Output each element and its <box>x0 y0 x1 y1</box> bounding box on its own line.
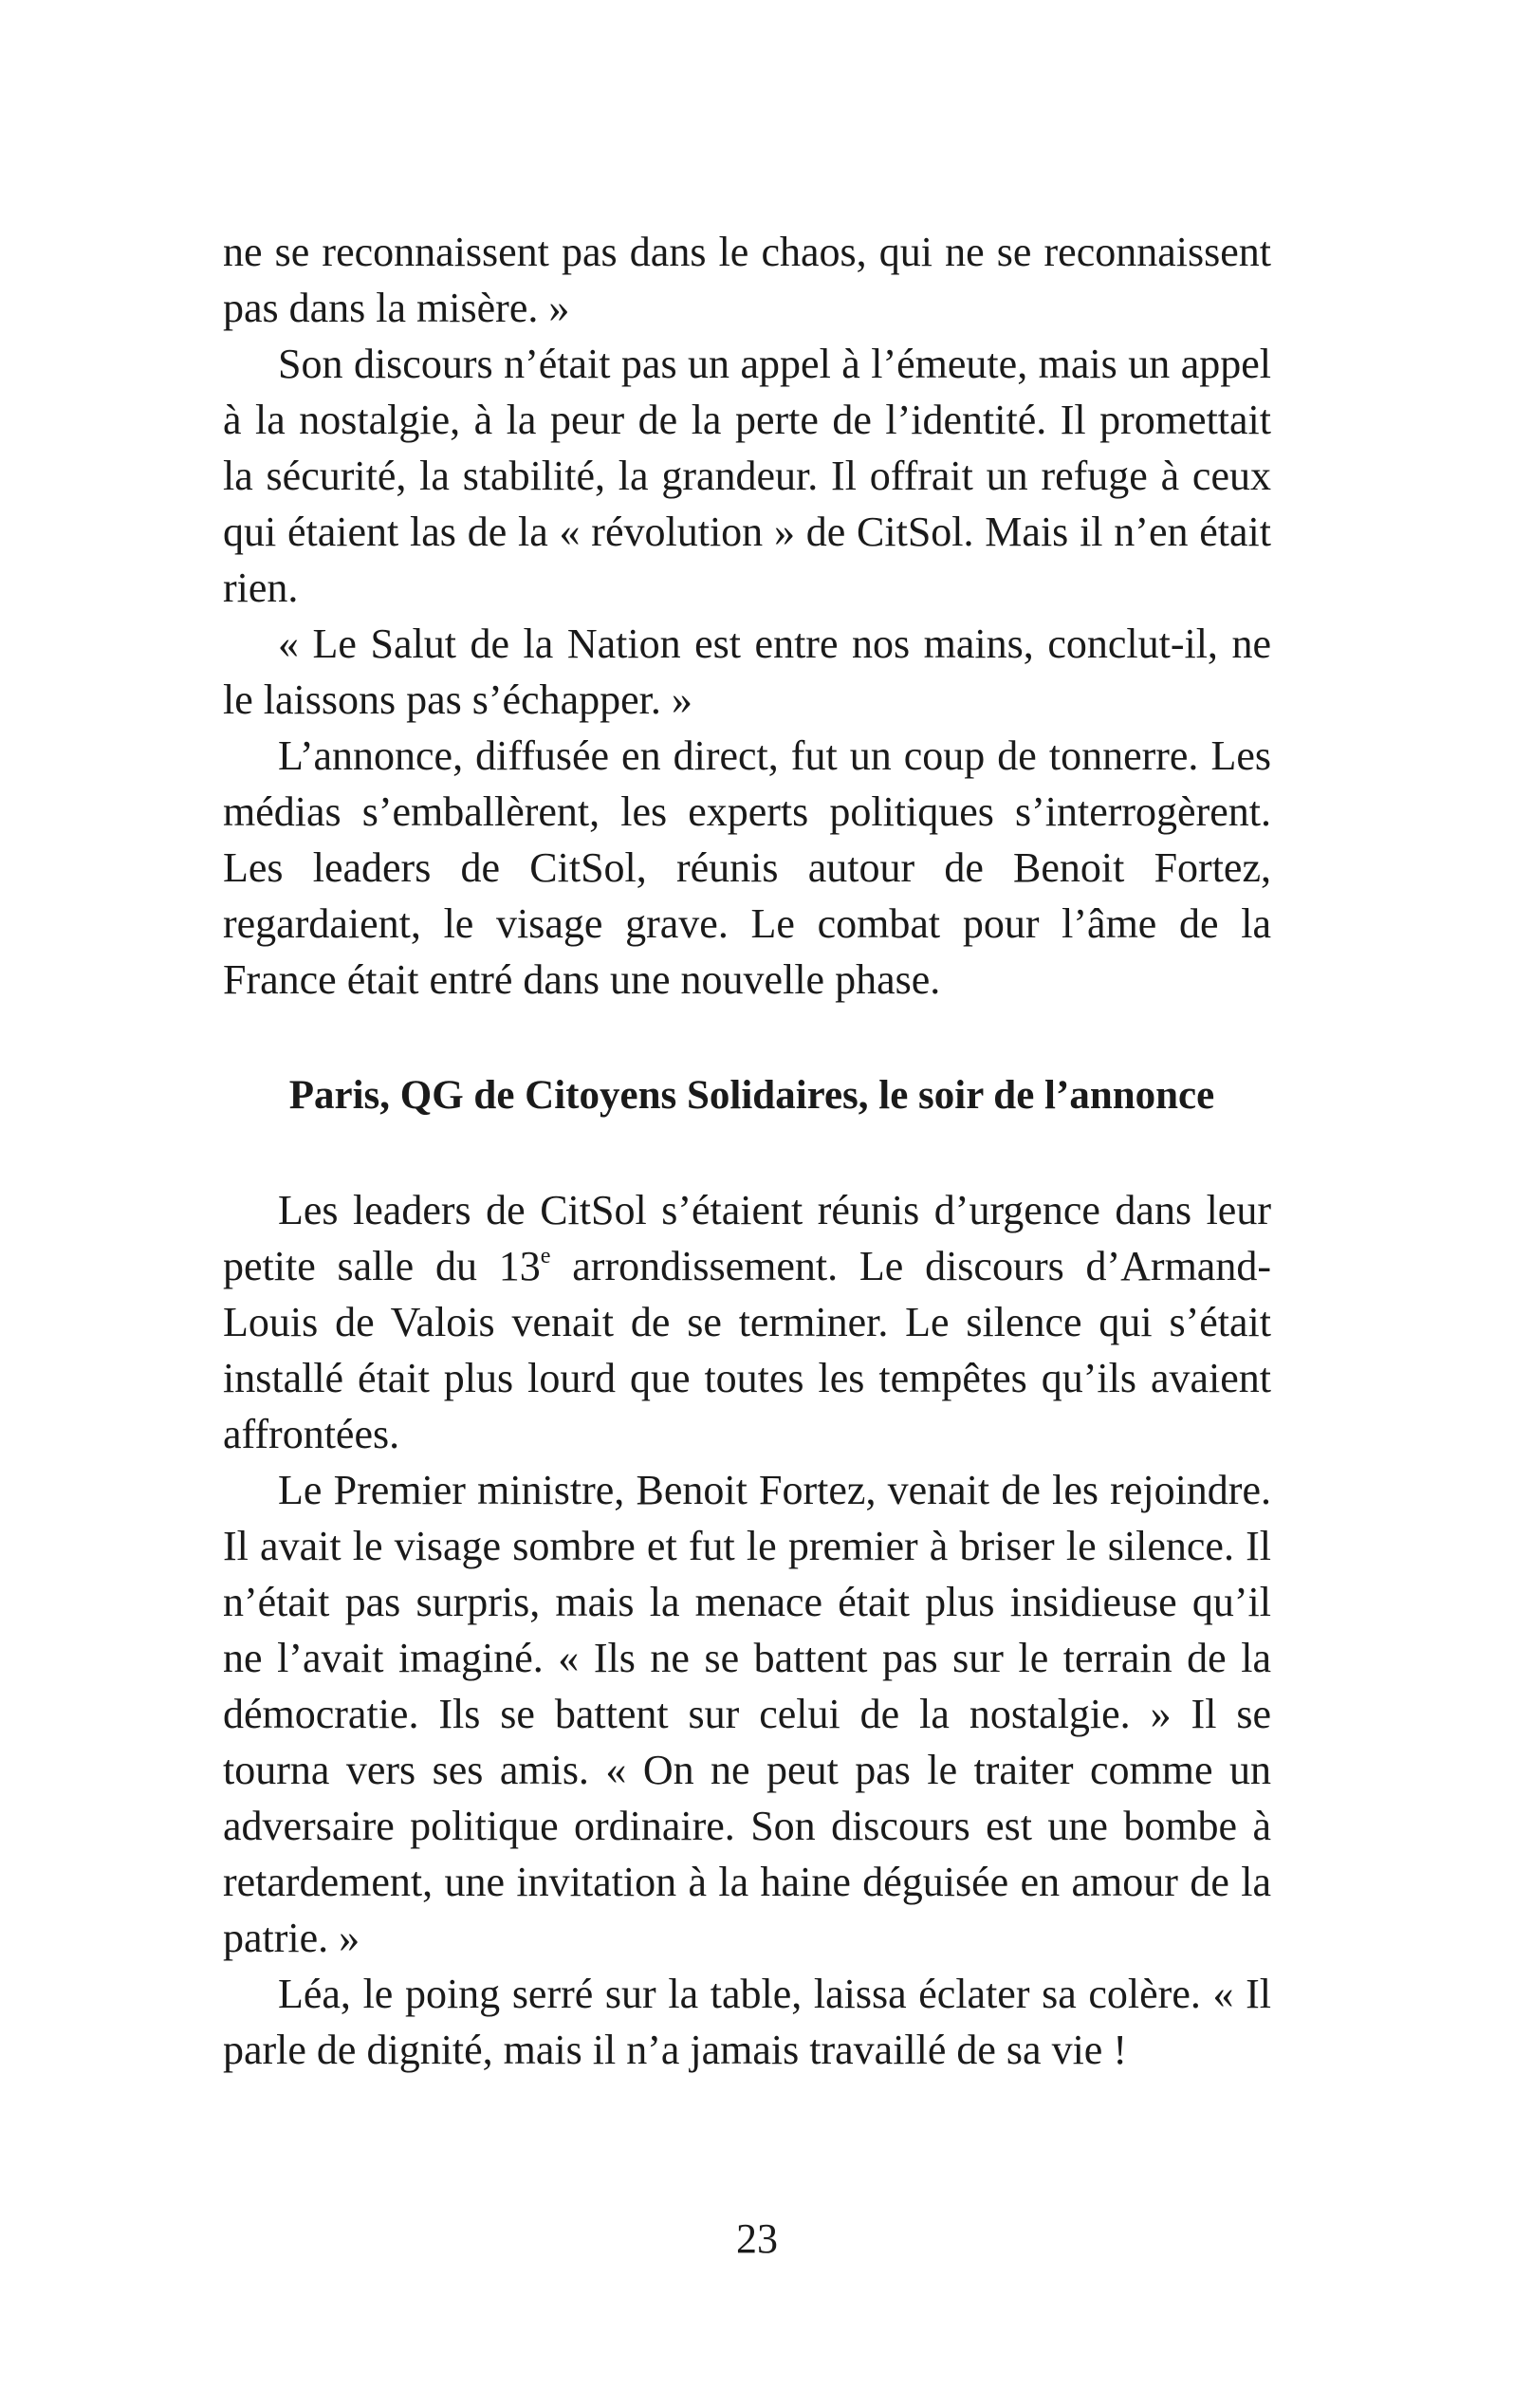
text-block-section <box>223 1182 1271 2078</box>
paragraph-meeting-start: Les leaders de CitSol s’étaient réunis d’urgence dans leur petite salle du 13 <box>223 1187 1271 1289</box>
paragraph-lea: Léa, le poing serré sur la table, laissa éclater sa colère. « Il parle de dignité, mais il n’a jamais travaillé de sa vie ! <box>223 1971 1271 2073</box>
paragraph-speech-analysis: Son discours n’était pas un appel à l’émeute, mais un appel à la nostalgie, à la peur de la perte de l’identité. Il promettait la sécurité, la stabilité, la grandeur. Il offrait un refuge à ceux qui étaient las de la « révolution » de CitSol. Mais il n’en était rien. <box>223 341 1271 611</box>
paragraph-meeting-end: arrondissement. Le discours d’Armand-Louis de Valois venait de se terminer. Le silence qui s’était installé était plus lourd que toutes les tempêtes qu’ils avaient affrontées. <box>223 1243 1271 1457</box>
paragraph-continuation: ne se reconnaissent pas dans le chaos, qui ne se reconnaissent pas dans la misère. » <box>223 229 1271 331</box>
paragraph-prime-minister: Le Premier ministre, Benoit Fortez, venait de les rejoindre. Il avait le visage sombre et fut le premier à briser le silence. Il n’était pas surpris, mais la menace était plus insidieuse qu’il ne l’avait imaginé. « Ils ne se battent pas sur le terrain de la démocratie. Ils se battent sur celui de la nostalgie. » Il se tourna vers ses amis. « On ne peut pas le traiter comme un adversaire politique ordinaire. Son discours est une bombe à retardement, une invitation à la haine déguisée en amour de la patrie. » <box>223 1467 1271 1961</box>
paragraph-quote-conclusion: « Le Salut de la Nation est entre nos mains, conclut-il, ne le laissons pas s’échapper. » <box>223 621 1271 723</box>
text-block-opening <box>223 224 1271 1008</box>
paragraph-meeting <box>223 1182 1271 1462</box>
section-heading: Paris, QG de Citoyens Solidaires, le soir de l’annonce <box>288 1073 1215 1118</box>
ordinal-superscript: e <box>540 1242 551 1269</box>
paragraph-announcement: L’annonce, diffusée en direct, fut un coup de tonnerre. Les médias s’emballèrent, les experts politiques s’interrogèrent. Les leaders de CitSol, réunis autour de Benoit Fortez, regardaient, le visage grave. Le combat pour l’âme de la France était entré dans une nouvelle phase. <box>223 732 1271 1003</box>
page-number: 23 <box>736 2215 778 2262</box>
